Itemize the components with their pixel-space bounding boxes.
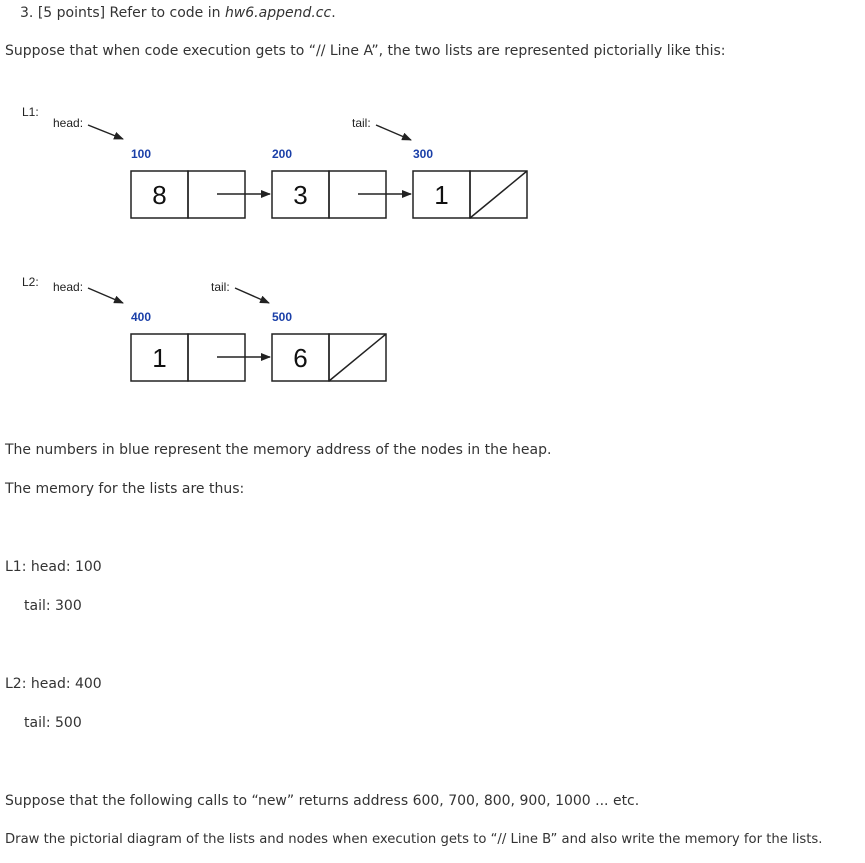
l2-node-2-value: 6 bbox=[293, 343, 308, 373]
l1-node-1-address: 100 bbox=[131, 147, 152, 161]
memory-l1-tail: tail: 300 bbox=[24, 598, 82, 614]
footer-line-1: Suppose that the following calls to “new” returns address 600, 700, 800, 900, 1000 ... etc. bbox=[5, 793, 640, 809]
l2-node-1-value: 1 bbox=[152, 343, 167, 373]
question-number: 3. bbox=[20, 5, 34, 21]
l2-node-1-address: 400 bbox=[131, 310, 152, 324]
memory-l2-tail: tail: 500 bbox=[24, 715, 82, 731]
l1-node-2-value: 3 bbox=[293, 180, 308, 210]
l1-tail-label: tail: bbox=[352, 116, 371, 130]
l1-node-2-address: 200 bbox=[272, 147, 293, 161]
l1-null-slash bbox=[470, 171, 527, 218]
l2-tail-arrow bbox=[235, 288, 269, 303]
question-points: [5 points] Refer to code in bbox=[37, 5, 225, 21]
l2-node-2-address: 500 bbox=[272, 310, 293, 324]
question-file: hw6.append.cc bbox=[224, 5, 332, 21]
l1-label: L1: bbox=[22, 105, 39, 119]
linked-list-diagram bbox=[0, 0, 865, 400]
memory-l1-head: L1: head: 100 bbox=[5, 559, 102, 575]
question-file-suffix: . bbox=[331, 5, 336, 21]
intro-text: Suppose that when code execution gets to “// Line A”, the two lists are represented pictorially like this: bbox=[5, 43, 726, 59]
memory-l2-head: L2: head: 400 bbox=[5, 676, 102, 692]
l1-node-3-address: 300 bbox=[413, 147, 434, 161]
l1-head-arrow bbox=[88, 125, 123, 139]
explain-text: The numbers in blue represent the memory address of the nodes in the heap. bbox=[5, 442, 552, 458]
footer-line-2: Draw the pictorial diagram of the lists and nodes when execution gets to “// Line B” and also write the memory for the lists. bbox=[5, 832, 823, 847]
l1-node-1-value: 8 bbox=[152, 180, 167, 210]
l1-head-label: head: bbox=[53, 116, 84, 130]
l2-head-label: head: bbox=[53, 280, 84, 294]
l2-tail-label: tail: bbox=[211, 280, 230, 294]
l2-head-arrow bbox=[88, 288, 123, 303]
l2-label: L2: bbox=[22, 275, 39, 289]
l2-null-slash bbox=[329, 334, 386, 381]
memory-intro-text: The memory for the lists are thus: bbox=[5, 481, 245, 497]
l1-tail-arrow bbox=[376, 125, 411, 140]
l1-node-3-value: 1 bbox=[434, 180, 449, 210]
